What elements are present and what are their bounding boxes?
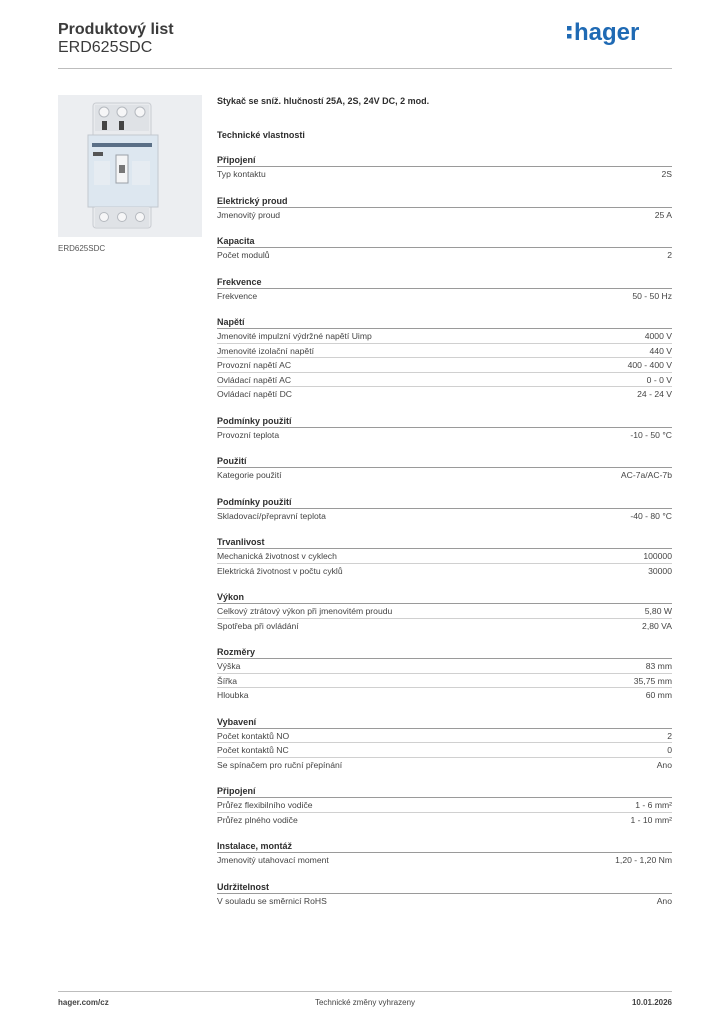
spec-value: 1,20 - 1,20 Nm <box>615 855 672 866</box>
spec-row <box>217 812 672 827</box>
spec-label: Jmenovitý proud <box>217 209 281 220</box>
spec-value: 50 - 50 Hz <box>632 290 672 301</box>
spec-value: 24 - 24 V <box>637 389 672 400</box>
spec-value: 4000 V <box>644 331 672 342</box>
spec-row <box>217 687 672 702</box>
spec-row <box>217 618 672 633</box>
spec-value: 2,80 VA <box>642 620 672 631</box>
page-title: Produktový list <box>58 21 174 38</box>
spec-value: AC-7a/AC-7b <box>620 470 672 481</box>
spec-label: Provozní napětí AC <box>217 360 292 371</box>
spec-value: 1 - 10 mm² <box>630 814 672 825</box>
spec-value: 440 V <box>649 345 672 356</box>
spec-value: 2 <box>667 730 672 741</box>
logo-text: hager <box>574 19 640 46</box>
spec-label: Výška <box>217 661 241 672</box>
spec-row <box>217 508 672 523</box>
footer-notice: Technické změny vyhrazeny <box>314 998 416 1007</box>
spec-value: 2 <box>667 250 672 261</box>
spec-group-title: Rozměry <box>217 647 256 657</box>
spec-value: 60 mm <box>645 690 672 701</box>
spec-value: 1 - 6 mm² <box>635 800 672 811</box>
spec-label: Spotřeba při ovládání <box>217 620 299 631</box>
spec-label: Elektrická životnost v počtu cyklů <box>217 565 343 576</box>
spec-row <box>217 386 672 401</box>
spec-content <box>217 95 672 907</box>
spec-row <box>217 673 672 688</box>
spec-value: 35,75 mm <box>633 675 672 686</box>
spec-group-title: Použití <box>217 456 247 466</box>
spec-row <box>217 797 672 812</box>
spec-value: 0 <box>667 745 672 756</box>
spec-row <box>217 343 672 358</box>
spec-row <box>217 247 672 262</box>
spec-label: Ovládací napětí DC <box>217 389 292 400</box>
spec-label: Průřez flexibilního vodiče <box>217 800 313 811</box>
spec-label: Skladovací/přepravní teplota <box>217 510 326 521</box>
spec-label: Počet modulů <box>217 250 270 261</box>
spec-label: Počet kontaktů NO <box>217 730 290 741</box>
spec-label: Se spínačem pro ruční přepínání <box>217 759 343 770</box>
spec-row <box>217 166 672 181</box>
spec-group-title: Výkon <box>217 592 245 602</box>
spec-groups <box>217 154 672 907</box>
spec-value: -10 - 50 °C <box>630 429 672 440</box>
specs-section-title: Technické vlastnosti <box>217 130 305 140</box>
spec-row <box>217 357 672 372</box>
spec-row <box>217 563 672 578</box>
spec-label: Typ kontaktu <box>217 169 266 180</box>
spec-group-title: Trvanlivost <box>217 537 265 547</box>
image-caption: ERD625SDC <box>58 244 106 253</box>
spec-value: Ano <box>656 895 672 906</box>
header-divider <box>58 68 672 69</box>
spec-label: Frekvence <box>217 290 258 301</box>
product-description: Stykač se sníž. hlučností 25A, 2S, 24V DC, 2 mod. <box>217 96 430 106</box>
spec-row <box>217 328 672 343</box>
spec-value: 25 A <box>654 209 672 220</box>
spec-value: 5,80 W <box>644 606 672 617</box>
spec-label: Mechanická životnost v cyklech <box>217 551 337 562</box>
spec-row <box>217 372 672 387</box>
spec-row <box>217 207 672 222</box>
spec-value: Ano <box>656 759 672 770</box>
spec-label: Průřez plného vodiče <box>217 814 298 825</box>
product-code: ERD625SDC <box>58 39 153 56</box>
spec-label: Ovládací napětí AC <box>217 374 292 385</box>
spec-row <box>217 728 672 743</box>
spec-value: 400 - 400 V <box>627 360 672 371</box>
spec-row <box>217 548 672 563</box>
spec-group-title: Kapacita <box>217 236 255 246</box>
spec-group-title: Připojení <box>217 786 256 796</box>
spec-row <box>217 467 672 482</box>
spec-value: -40 - 80 °C <box>630 510 672 521</box>
spec-group-title: Elektrický proud <box>217 195 288 206</box>
spec-group-title: Napětí <box>217 317 245 327</box>
spec-row <box>217 658 672 673</box>
spec-row <box>217 852 672 867</box>
footer-date: 10.01.2026 <box>631 998 672 1007</box>
spec-label: Jmenovité izolační napětí <box>217 345 314 356</box>
spec-value: 30000 <box>648 565 672 576</box>
spec-group-title: Připojení <box>217 155 256 165</box>
footer-divider <box>58 991 672 992</box>
spec-label: Hloubka <box>217 690 249 701</box>
spec-label: Celkový ztrátový výkon při jmenovitém proudu <box>217 606 393 617</box>
spec-group-title: Podmínky použití <box>217 415 292 426</box>
spec-row <box>217 427 672 442</box>
spec-row <box>217 742 672 757</box>
spec-label: Provozní teplota <box>217 429 280 440</box>
spec-group-title: Udržitelnost <box>217 881 270 892</box>
spec-row <box>217 603 672 618</box>
spec-label: Šířka <box>217 675 238 686</box>
spec-label: Jmenovité impulzní výdržné napětí Uimp <box>217 331 372 342</box>
footer-website[interactable]: hager.com/cz <box>58 998 109 1007</box>
spec-label: V souladu se směrnicí RoHS <box>217 895 327 906</box>
spec-value: 0 - 0 V <box>646 374 672 385</box>
spec-group-title: Frekvence <box>217 276 262 287</box>
spec-row <box>217 288 672 303</box>
spec-label: Počet kontaktů NC <box>217 745 289 756</box>
spec-group-title: Instalace, montáž <box>217 841 293 851</box>
hager-logo <box>566 14 658 48</box>
spec-row <box>217 757 672 772</box>
spec-group-title: Podmínky použití <box>217 496 292 507</box>
document-header <box>58 20 174 57</box>
spec-value: 100000 <box>643 551 672 562</box>
spec-value: 2S <box>661 169 672 180</box>
spec-value: 83 mm <box>645 661 672 672</box>
spec-label: Jmenovitý utahovací moment <box>217 855 329 866</box>
spec-group-title: Vybavení <box>217 716 257 727</box>
spec-label: Kategorie použití <box>217 470 282 481</box>
product-image <box>58 95 202 237</box>
spec-row <box>217 893 672 908</box>
